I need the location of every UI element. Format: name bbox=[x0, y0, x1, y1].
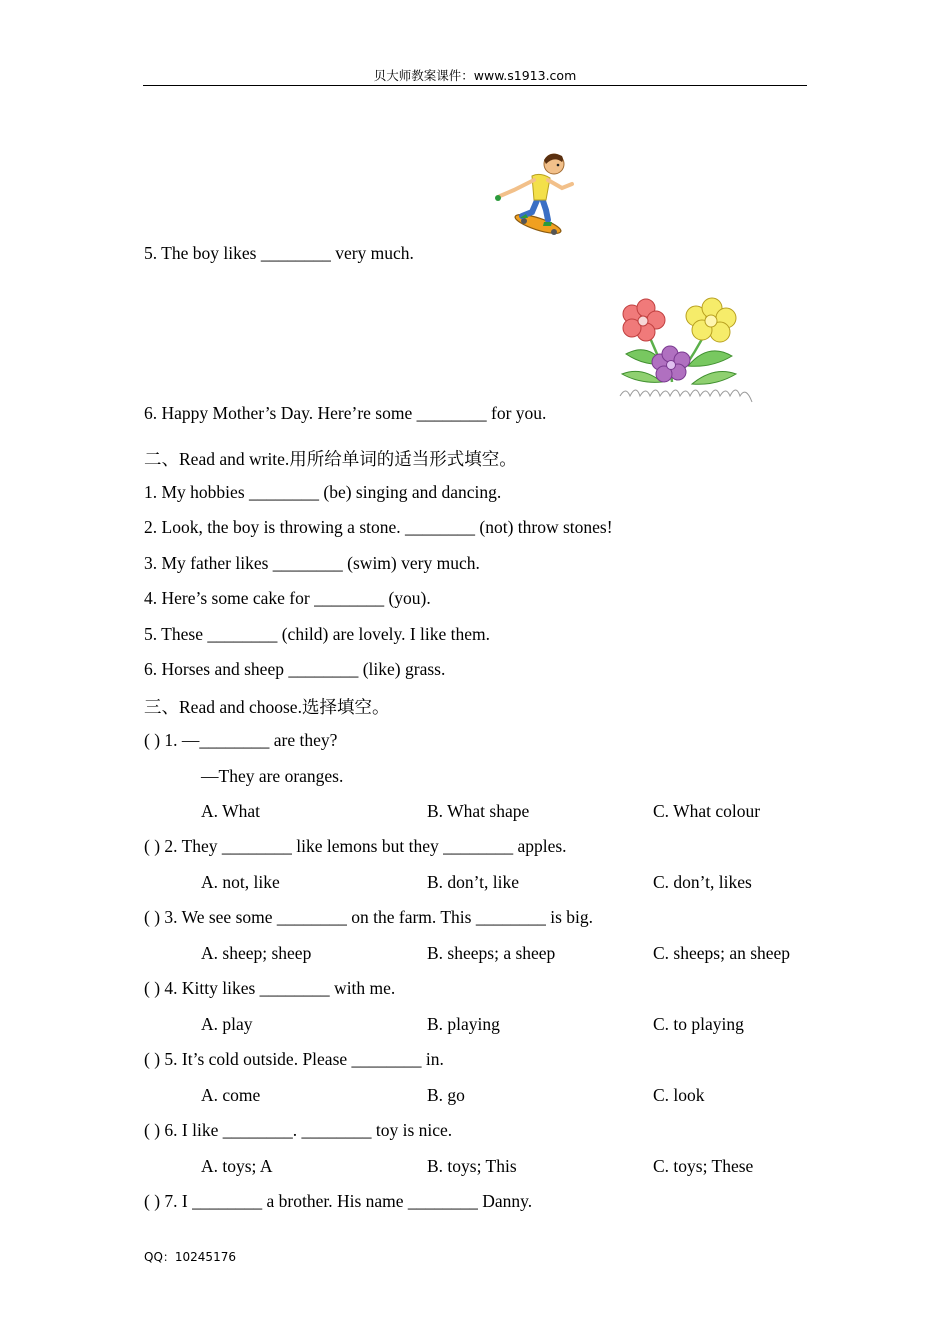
part3-question-7: ( ) 7. I ________ a brother. His name ________ Danny. bbox=[144, 1191, 533, 1211]
part2-item: 6. Horses and sheep ________ (like) grass. bbox=[144, 659, 446, 679]
option-c: C. don’t, likes bbox=[653, 872, 752, 892]
part2-item: 2. Look, the boy is throwing a stone. ________ (not) throw stones! bbox=[144, 517, 613, 537]
part3-question-5: ( ) 5. It’s cold outside. Please ________ in. bbox=[144, 1049, 444, 1069]
skateboard-boy-image bbox=[492, 148, 582, 238]
option-a: A. come bbox=[201, 1085, 261, 1105]
flowers-image bbox=[612, 296, 757, 408]
option-a: A. sheep; sheep bbox=[201, 943, 312, 963]
part2-title: 二、Read and write.用所给单词的适当形式填空。 bbox=[144, 449, 517, 469]
option-b: B. don’t, like bbox=[427, 872, 520, 892]
option-b: B. toys; This bbox=[427, 1156, 517, 1176]
option-c: C. What colour bbox=[653, 801, 761, 821]
part1-question-6: 6. Happy Mother’s Day. Here’re some ________ for you. bbox=[144, 403, 547, 423]
part3-question-3: ( ) 3. We see some ________ on the farm. This ________ is big. bbox=[144, 907, 594, 927]
header-rule bbox=[143, 85, 807, 86]
option-b: B. go bbox=[427, 1085, 465, 1105]
page-footer: QQ：10245176 bbox=[144, 1250, 236, 1264]
part3-question-1-answer: —They are oranges. bbox=[201, 766, 344, 786]
option-b: B. What shape bbox=[427, 801, 530, 821]
option-b: B. sheeps; a sheep bbox=[427, 943, 556, 963]
part2-item: 3. My father likes ________ (swim) very much. bbox=[144, 553, 480, 573]
part3-question-4: ( ) 4. Kitty likes ________ with me. bbox=[144, 978, 396, 998]
option-c: C. sheeps; an sheep bbox=[653, 943, 791, 963]
option-a: A. toys; A bbox=[201, 1156, 273, 1176]
part3-title: 三、Read and choose.选择填空。 bbox=[144, 697, 390, 717]
part2-item: 5. These ________ (child) are lovely. I like them. bbox=[144, 624, 491, 644]
part3-question-1: ( ) 1. —________ are they? bbox=[144, 730, 338, 750]
page-header: 贝大师教案课件：www.s1913.com bbox=[373, 68, 577, 83]
part1-question-5: 5. The boy likes ________ very much. bbox=[144, 243, 414, 263]
option-c: C. look bbox=[653, 1085, 705, 1105]
option-c: C. toys; These bbox=[653, 1156, 754, 1176]
option-a: A. What bbox=[201, 801, 260, 821]
option-a: A. play bbox=[201, 1014, 253, 1034]
part2-item: 1. My hobbies ________ (be) singing and dancing. bbox=[144, 482, 502, 502]
option-b: B. playing bbox=[427, 1014, 500, 1034]
part2-item: 4. Here’s some cake for ________ (you). bbox=[144, 588, 431, 608]
part3-question-2: ( ) 2. They ________ like lemons but they ________ apples. bbox=[144, 836, 567, 856]
part3-question-6: ( ) 6. I like ________. ________ toy is nice. bbox=[144, 1120, 453, 1140]
option-c: C. to playing bbox=[653, 1014, 744, 1034]
option-a: A. not, like bbox=[201, 872, 280, 892]
